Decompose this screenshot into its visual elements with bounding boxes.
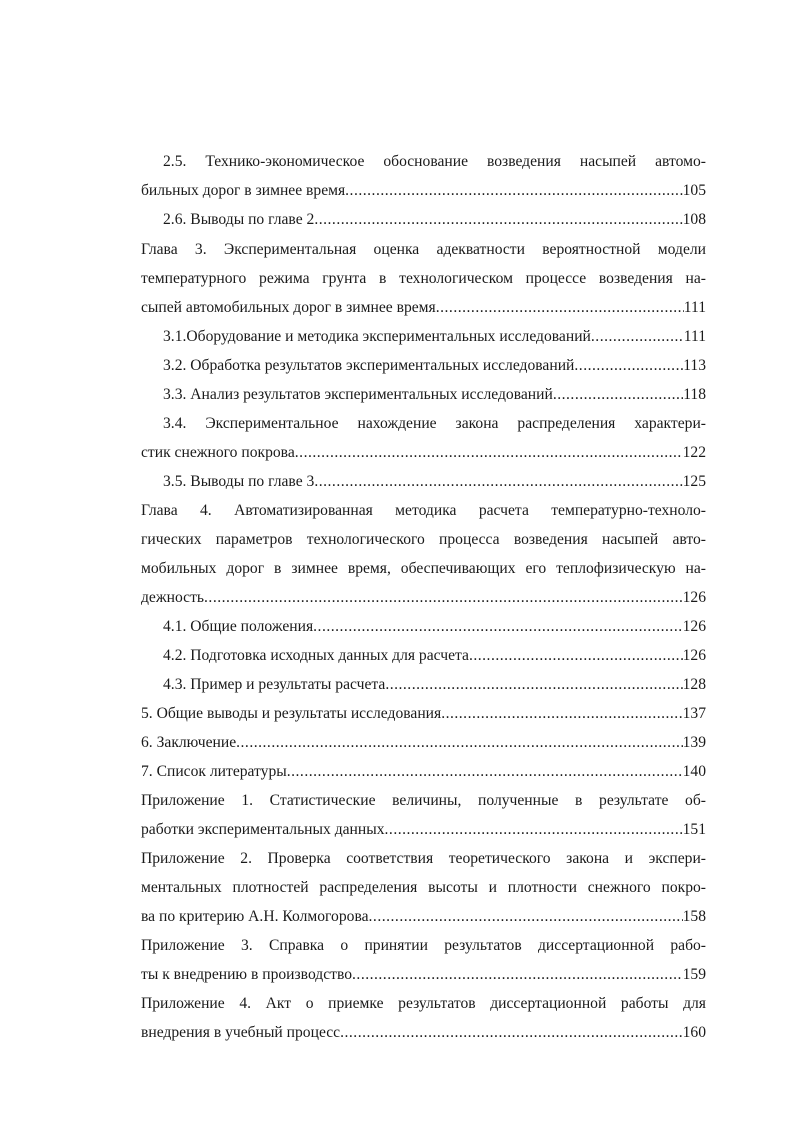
toc-page-number: 111 bbox=[683, 328, 706, 345]
toc-entry[interactable] bbox=[141, 760, 706, 784]
dot-leader bbox=[287, 760, 683, 784]
toc-page-number: 118 bbox=[683, 386, 706, 403]
dot-leader bbox=[469, 644, 683, 668]
toc-page-number: 126 bbox=[682, 618, 706, 635]
toc-entry[interactable] bbox=[141, 702, 706, 726]
toc-line: Глава 3. Экспериментальная оценка адекватности вероятностной модели bbox=[141, 241, 706, 258]
toc-page-number: 140 bbox=[682, 763, 706, 780]
toc-entry-title: 4.1. Общие положения bbox=[163, 618, 314, 635]
dot-leader bbox=[441, 702, 682, 726]
dot-leader bbox=[236, 731, 682, 755]
toc-page-number: 139 bbox=[682, 734, 706, 751]
toc-page-number: 126 bbox=[682, 647, 706, 664]
toc-page-number: 126 bbox=[682, 589, 706, 606]
toc-entry[interactable] bbox=[163, 470, 706, 494]
toc-page-number: 122 bbox=[682, 444, 706, 461]
toc-entry-title: ва по критерию А.Н. Колмогорова bbox=[141, 908, 369, 925]
toc-entry-title: 3.2. Обработка результатов экспериментальных исследований bbox=[163, 357, 575, 374]
toc-line: Приложение 2. Проверка соответствия теоретического закона и экспери- bbox=[141, 850, 706, 867]
toc-entry[interactable] bbox=[141, 905, 706, 929]
toc-page-number: 137 bbox=[682, 705, 706, 722]
dot-leader bbox=[345, 179, 682, 203]
toc-entry[interactable] bbox=[163, 673, 706, 697]
dot-leader bbox=[385, 673, 682, 697]
dot-leader bbox=[204, 586, 683, 610]
dot-leader bbox=[574, 354, 683, 378]
dot-leader bbox=[295, 441, 683, 465]
toc-line: 2.5. Технико-экономическое обоснование возведения насыпей автомо- bbox=[163, 153, 706, 170]
toc-page-number: 113 bbox=[683, 357, 706, 374]
toc-entry-title: ты к внедрению в производство bbox=[141, 966, 353, 983]
toc-line: Приложение 1. Статистические величины, полученные в результате об- bbox=[141, 792, 706, 809]
dot-leader bbox=[436, 296, 684, 320]
toc-line: температурного режима грунта в технологическом процессе возведения на- bbox=[141, 270, 706, 287]
dot-leader bbox=[313, 615, 682, 639]
dot-leader bbox=[314, 470, 682, 494]
toc-entry[interactable] bbox=[163, 615, 706, 639]
toc-entry-title: 3.5. Выводы по главе 3 bbox=[163, 473, 315, 490]
dot-leader bbox=[385, 818, 683, 842]
toc-entry-title: 7. Список литературы bbox=[141, 763, 287, 780]
toc-entry-title: дежность bbox=[141, 589, 205, 606]
toc-page-number: 125 bbox=[682, 473, 706, 490]
toc-entry[interactable] bbox=[163, 325, 706, 349]
toc-entry-title: 6. Заключение bbox=[141, 734, 237, 751]
toc-entry[interactable] bbox=[141, 441, 706, 465]
dot-leader bbox=[369, 905, 683, 929]
toc-line: 3.4. Экспериментальное нахождение закона распределения характери- bbox=[163, 415, 706, 432]
toc-entry-title: 4.3. Пример и результаты расчета bbox=[163, 676, 386, 693]
toc-entry[interactable] bbox=[141, 731, 706, 755]
toc-page-number: 151 bbox=[682, 821, 706, 838]
dot-leader bbox=[314, 208, 682, 232]
toc-entry[interactable] bbox=[141, 586, 706, 610]
toc-entry-title: внедрения в учебный процесс bbox=[141, 1024, 341, 1041]
toc-entry-title: сыпей автомобильных дорог в зимнее время bbox=[141, 299, 436, 316]
dot-leader bbox=[340, 1021, 683, 1045]
toc-line: Глава 4. Автоматизированная методика расчета температурно-техноло- bbox=[141, 502, 706, 519]
toc-entry-title: 2.6. Выводы по главе 2 bbox=[163, 211, 315, 228]
toc-entry[interactable] bbox=[141, 179, 706, 203]
toc-entry-title: 3.1.Оборудование и методика экспериментальных исследований bbox=[163, 328, 591, 345]
toc-entry-title: 3.3. Анализ результатов экспериментальных исследований bbox=[163, 386, 553, 403]
toc-entry[interactable] bbox=[141, 296, 706, 320]
toc-page-number: 159 bbox=[682, 966, 706, 983]
toc-entry[interactable] bbox=[141, 818, 706, 842]
toc-entry-title: 4.2. Подготовка исходных данных для расчета bbox=[163, 647, 469, 664]
toc-entry[interactable] bbox=[163, 383, 706, 407]
toc-line: ментальных плотностей распределения высоты и плотности снежного покро- bbox=[141, 879, 706, 896]
toc-entry[interactable] bbox=[141, 1021, 706, 1045]
toc-line: мобильных дорог в зимнее время, обеспечивающих его теплофизическую на- bbox=[141, 560, 706, 577]
toc-entry-title: бильных дорог в зимнее время bbox=[141, 182, 346, 199]
toc-line: гических параметров технологического процесса возведения насыпей авто- bbox=[141, 531, 706, 548]
dot-leader bbox=[591, 325, 684, 349]
toc-page-number: 158 bbox=[682, 908, 706, 925]
toc-line: Приложение 3. Справка о принятии результатов диссертационной рабо- bbox=[141, 937, 706, 954]
toc-entry-title: 5. Общие выводы и результаты исследования bbox=[141, 705, 442, 722]
toc-entry[interactable] bbox=[163, 644, 706, 668]
dot-leader bbox=[553, 383, 683, 407]
toc-page-number: 111 bbox=[683, 299, 706, 316]
toc-page-number: 105 bbox=[682, 182, 706, 199]
dot-leader bbox=[352, 963, 683, 987]
toc-entry[interactable] bbox=[163, 354, 706, 378]
toc-line: Приложение 4. Акт о приемке результатов диссертационной работы для bbox=[141, 995, 706, 1012]
toc-page-number: 128 bbox=[682, 676, 706, 693]
toc-entry-title: работки экспериментальных данных bbox=[141, 821, 385, 838]
toc-entry[interactable] bbox=[141, 963, 706, 987]
toc-entry-title: стик снежного покрова bbox=[141, 444, 295, 461]
toc-entry[interactable] bbox=[163, 208, 706, 232]
toc-page-number: 160 bbox=[682, 1024, 706, 1041]
toc-page-number: 108 bbox=[682, 211, 706, 228]
